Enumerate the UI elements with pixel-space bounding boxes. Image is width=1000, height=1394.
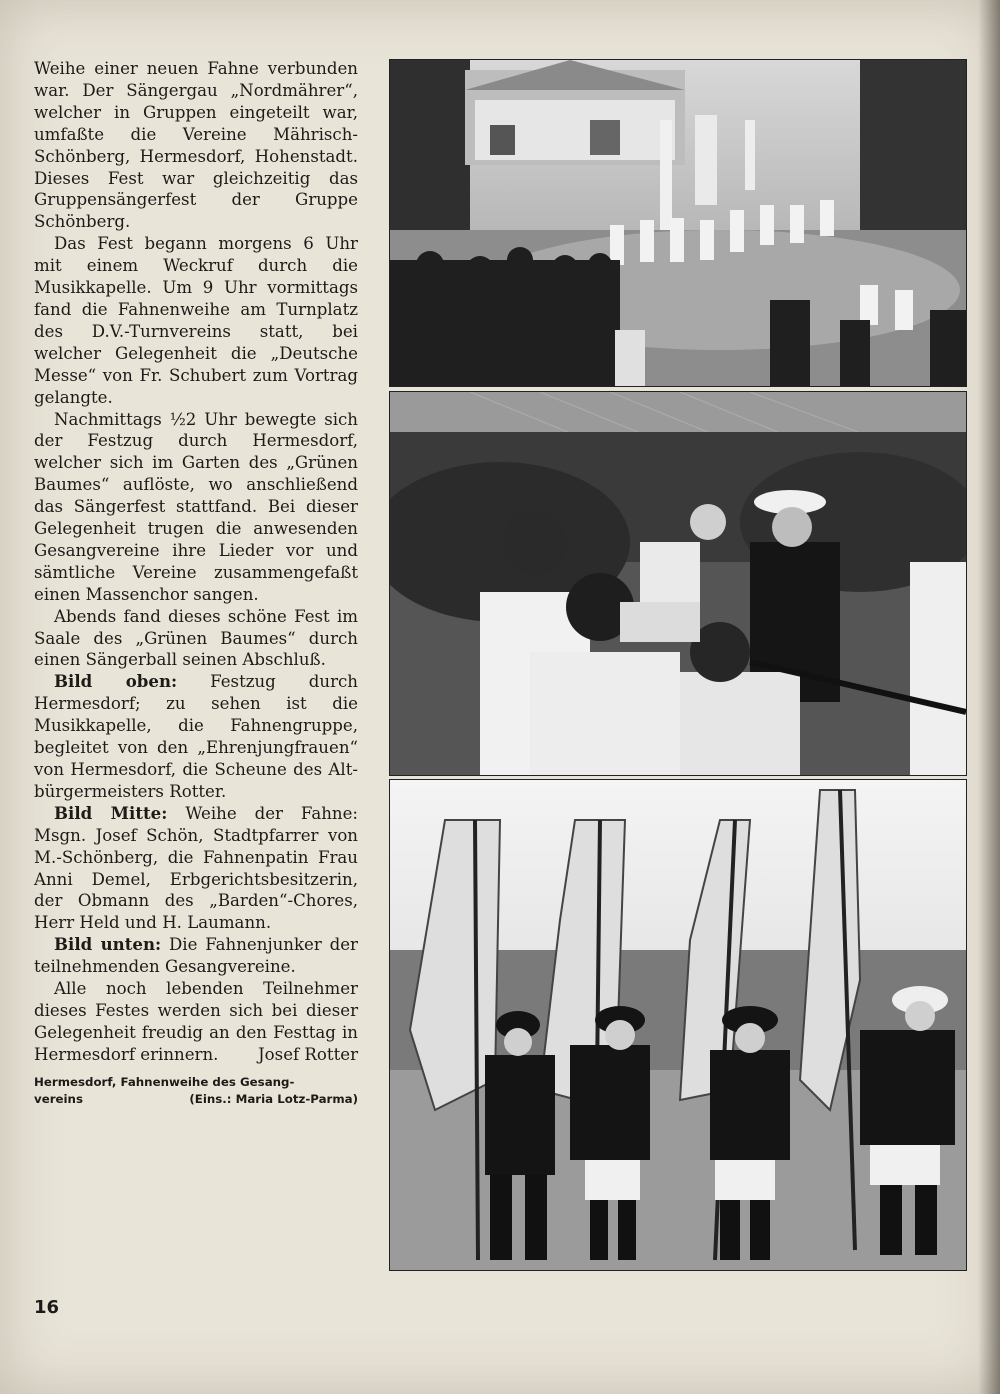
caption-top-label: Bild oben:	[54, 671, 178, 692]
photo-flag-bearers	[389, 779, 967, 1271]
photo-procession-image	[390, 60, 966, 386]
page-binding-shadow	[978, 0, 1000, 1394]
picture-credit-line-1: Hermesdorf, Fahnenweihe des Gesang-	[34, 1074, 295, 1089]
picture-credit-source: (Eins.: Maria Lotz-Parma)	[189, 1091, 358, 1106]
article-column	[34, 58, 358, 1108]
caption-middle-text: Weihe der Fahne: Msgn. Josef Schön, Stadtpfarrer von M.-Schönberg, die Fahnenpatin Frau Anni Demel, Erbgerichtsbesitzerin, der Obmann des „Barden“-Chores, Herr Held und H. Laumann.	[34, 803, 358, 933]
page-number: 16	[34, 1297, 60, 1318]
caption-middle-photo	[34, 803, 358, 934]
caption-top-photo	[34, 671, 358, 802]
picture-credit-subject: vereins	[34, 1091, 83, 1106]
paragraph-2: Das Fest begann morgens 6 Uhr mit einem Weckruf durch die Musikkapelle. Um 9 Uhr vormittags fand die Fahnenweihe am Turnplatz des D.V.-Turnvereins statt, bei welcher Gelegenheit die „Deutsche Messe“ von Fr. Schubert zum Vortrag gelangte.	[34, 234, 358, 407]
caption-top-text: Festzug durch Hermesdorf; zu sehen ist die Musikkapelle, die Fahnengruppe, begleitet von den „Ehrenjungfrauen“ von Hermesdorf, die Scheune des Altbürgermeisters Rotter.	[34, 672, 358, 801]
caption-bottom-text: Die Fahnenjunker der teilnehmenden Gesangvereine.	[34, 935, 358, 977]
photo-flag-consecration	[389, 391, 967, 776]
caption-bottom-label: Bild unten:	[54, 934, 162, 955]
photo-procession	[389, 59, 967, 387]
picture-credit-line-2	[34, 1091, 358, 1108]
photo-flag-consecration-image	[390, 392, 966, 775]
paragraph-4: Abends fand dieses schöne Fest im Saale des „Grünen Baumes“ durch einen Sängerball seinen Abschluß.	[34, 606, 358, 670]
author-name: Josef Rotter	[258, 1044, 358, 1064]
photo-flag-bearers-image	[390, 780, 966, 1270]
paragraph-1: Weihe einer neuen Fahne verbunden war. Der Sängergau „Nordmährer“, welcher in Gruppen eingeteilt war, umfaßte die Vereine Mährisch-Schönberg, Hermesdorf, Hohenstadt. Dieses Fest war gleichzeitig das Gruppensängerfest der Gruppe Schönberg.	[34, 59, 358, 232]
picture-credit	[34, 1074, 358, 1108]
paragraph-3: Nachmittags ½2 Uhr bewegte sich der Festzug durch Hermesdorf, welcher sich im Garten des „Grünen Baumes“ auflöste, wo anschließend das Sängerfest stattfand. Bei dieser Gelegenheit trugen die anwesenden Gesangvereine ihre Lieder vor und sämtliche Vereine zusammengefaßt einen Massenchor sangen.	[34, 409, 358, 604]
caption-bottom-photo	[34, 934, 358, 978]
caption-middle-label: Bild Mitte:	[54, 802, 168, 823]
closing-text: Alle noch lebenden Teilnehmer dieses Festes werden sich bei dieser Gelegenheit freudig an den Festtag in Hermesdorf erinnern.	[34, 979, 358, 1064]
